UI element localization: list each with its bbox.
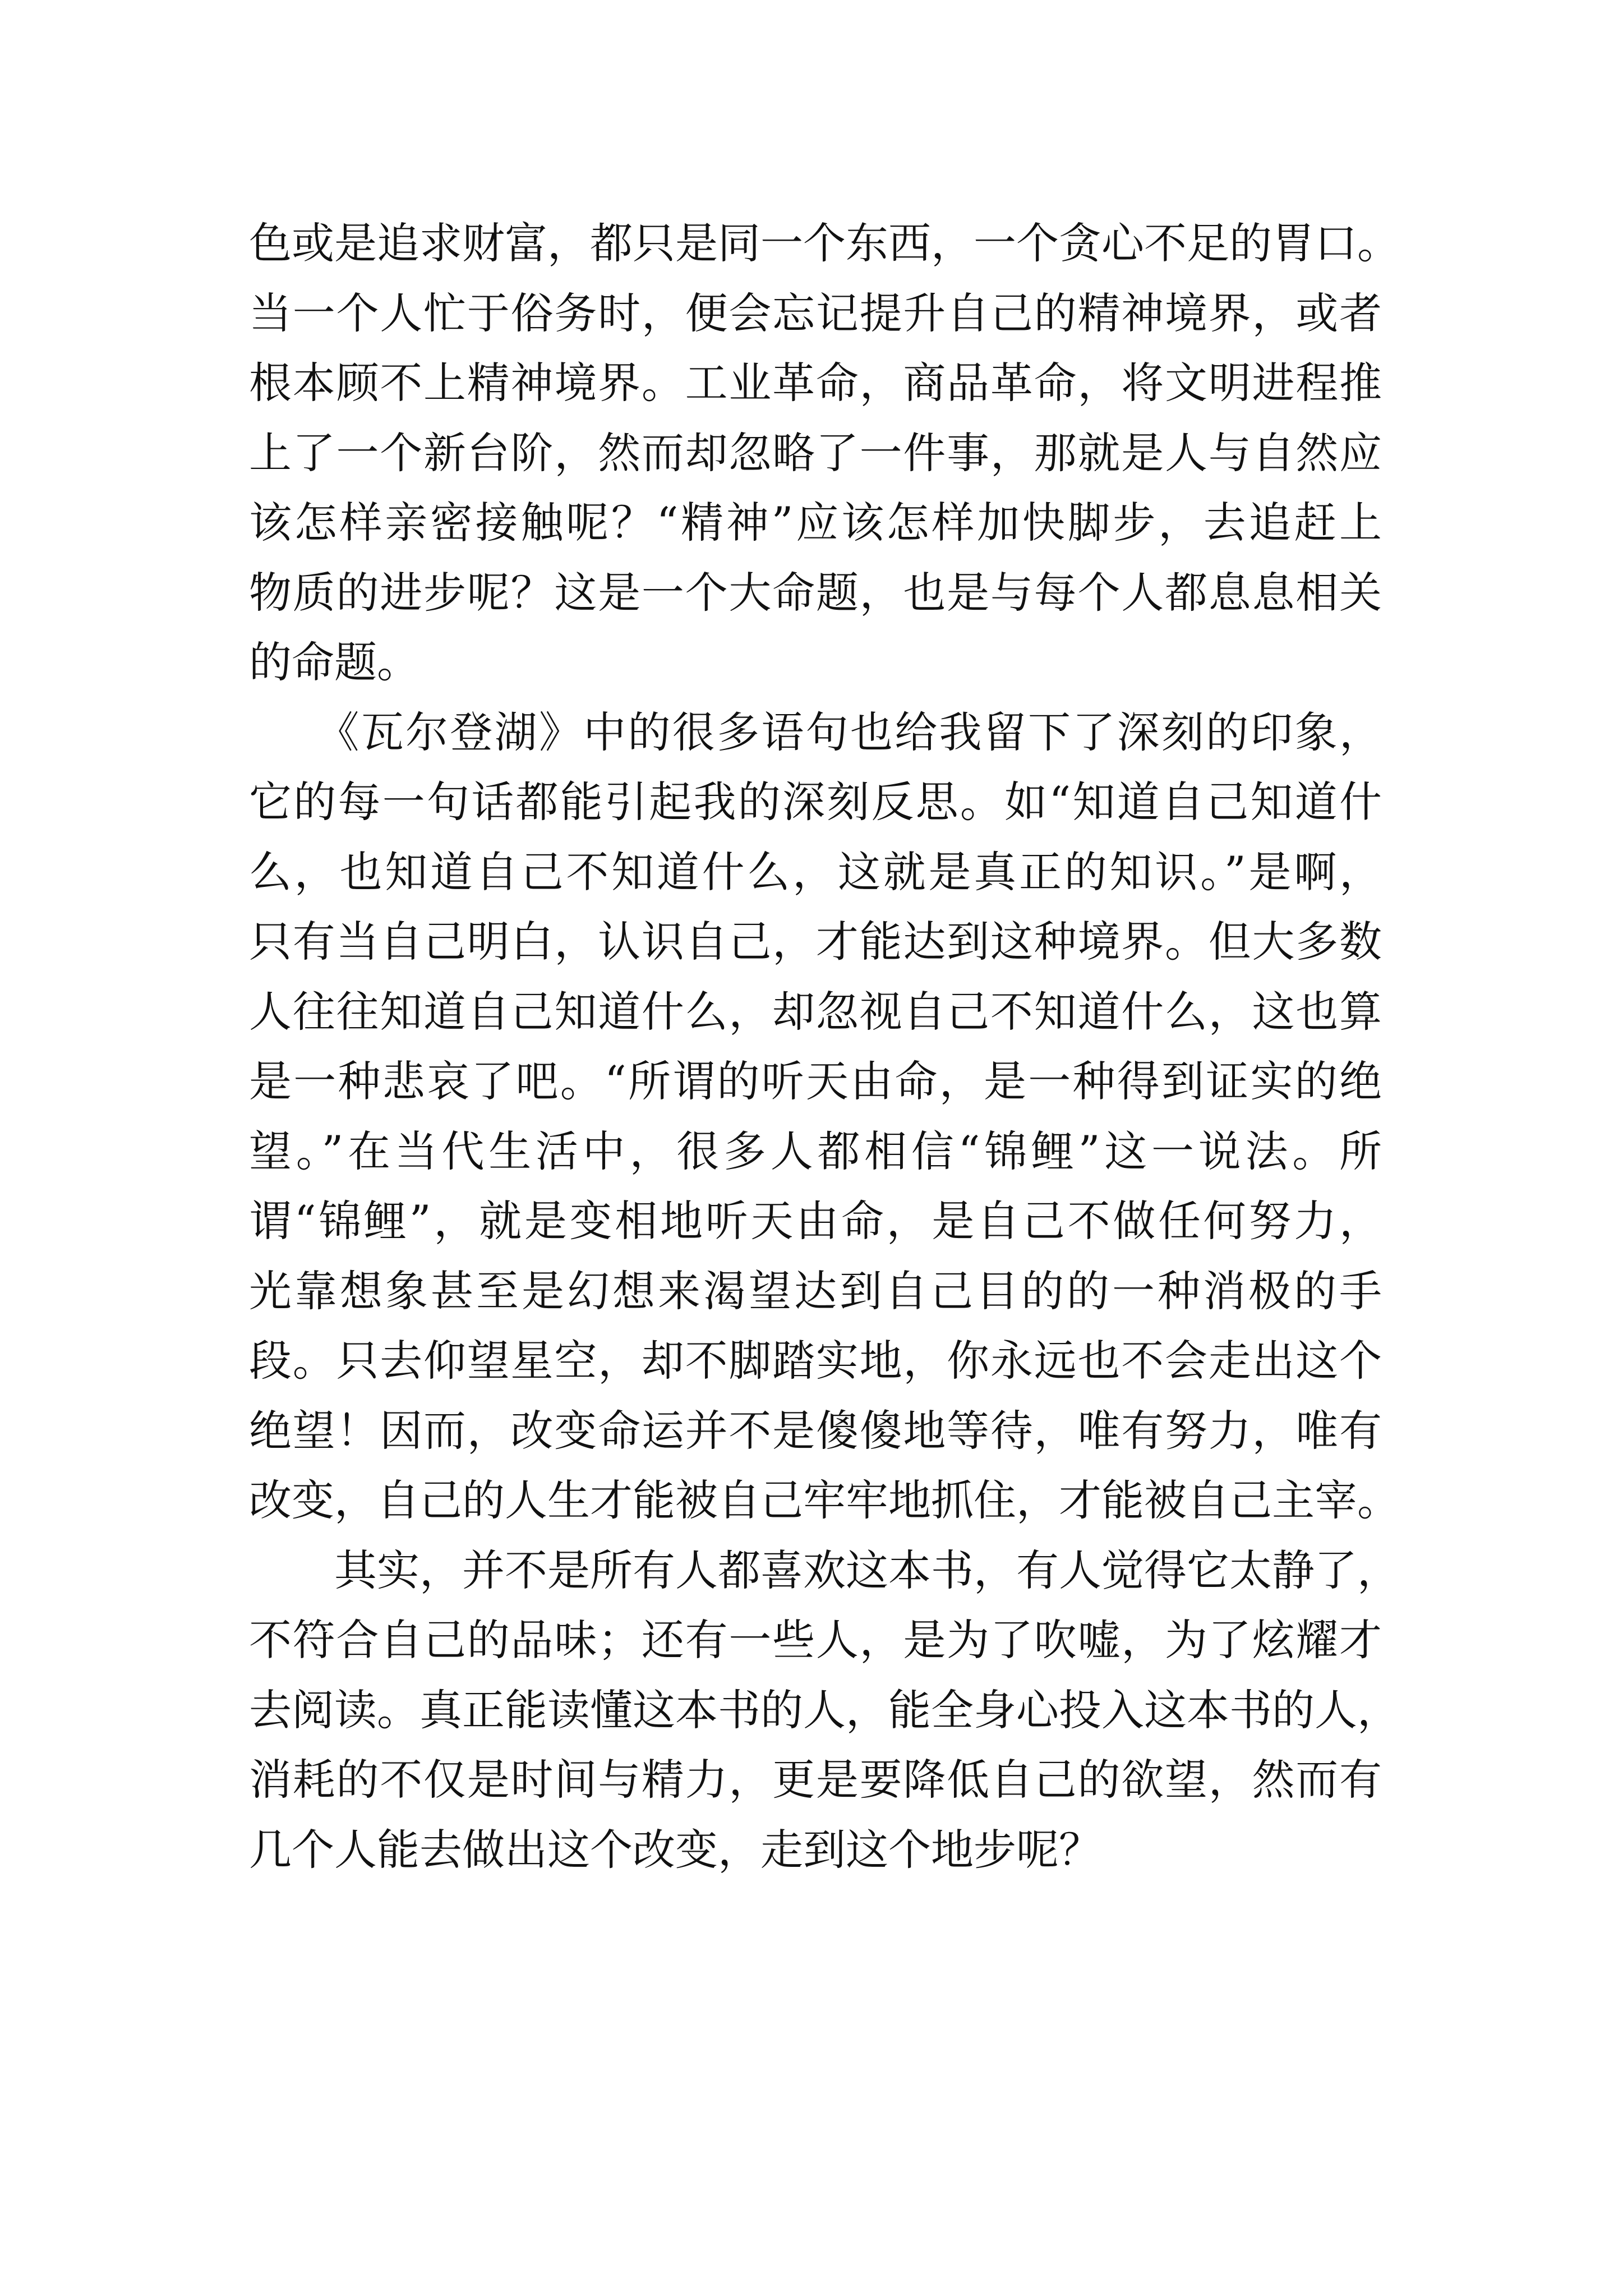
text-line: 是一种悲哀了吧。“所谓的听天由命，是一种得到证实的绝 [249,1056,1382,1106]
text-line: 改变，自己的人生才能被自己牢牢地抓住，才能被自己主宰。 [249,1475,1400,1525]
text-line: 该怎样亲密接触呢？“精神”应该怎样加快脚步，去追赶上 [249,498,1382,547]
text-line: 谓“锦鲤”，就是变相地听天由命，是自己不做任何努力， [249,1196,1382,1246]
text-line: 望。”在当代生活中，很多人都相信“锦鲤”这一说法。所 [249,1126,1382,1176]
text-line: 光靠想象甚至是幻想来渴望达到自己目的的一种消极的手 [249,1266,1382,1316]
text-line: 段。只去仰望星空，却不脚踏实地，你永远也不会走出这个 [249,1336,1382,1386]
text-line: 只有当自己明白，认识自己，才能达到这种境界。但大多数 [249,917,1382,967]
body-text [249,209,1400,1885]
text-line: 当一个人忙于俗务时，便会忘记提升自己的精神境界，或者 [249,288,1382,338]
text-line: 绝望！因而，改变命运并不是傻傻地等待，唯有努力，唯有 [249,1405,1382,1456]
text-line: 其实，并不是所有人都喜欢这本书，有人觉得它太静了， [249,1545,1400,1595]
paragraph-3 [249,1536,1400,1885]
text-line: 的命题。 [249,637,419,687]
text-line: 《瓦尔登湖》中的很多语句也给我留下了深刻的印象， [249,707,1382,757]
text-line: 人往往知道自己知道什么，却忽视自己不知道什么，这也算 [249,986,1382,1037]
text-line: 上了一个新台阶，然而却忽略了一件事，那就是人与自然应 [249,427,1382,478]
text-line: 根本顾不上精神境界。工业革命，商品革命，将文明进程推 [249,358,1382,408]
paragraph-1 [249,209,1400,698]
text-line: 它的每一句话都能引起我的深刻反思。如“知道自己知道什 [249,777,1382,827]
text-line: 几个人能去做出这个改变，走到这个地步呢？ [249,1824,1101,1875]
text-line: 么，也知道自己不知道什么，这就是真正的知识。”是啊， [249,846,1382,897]
paragraph-2 [249,698,1400,1536]
text-line: 不符合自己的品味；还有一些人，是为了吹嘘，为了炫耀才 [249,1615,1382,1665]
text-line: 色或是追求财富，都只是同一个东西，一个贪心不足的胃口。 [249,218,1400,268]
text-line: 物质的进步呢？这是一个大命题，也是与每个人都息息相关 [249,567,1382,618]
text-line: 去阅读。真正能读懂这本书的人，能全身心投入这本书的人， [249,1685,1400,1735]
text-line: 消耗的不仅是时间与精力，更是要降低自己的欲望，然而有 [249,1755,1382,1805]
